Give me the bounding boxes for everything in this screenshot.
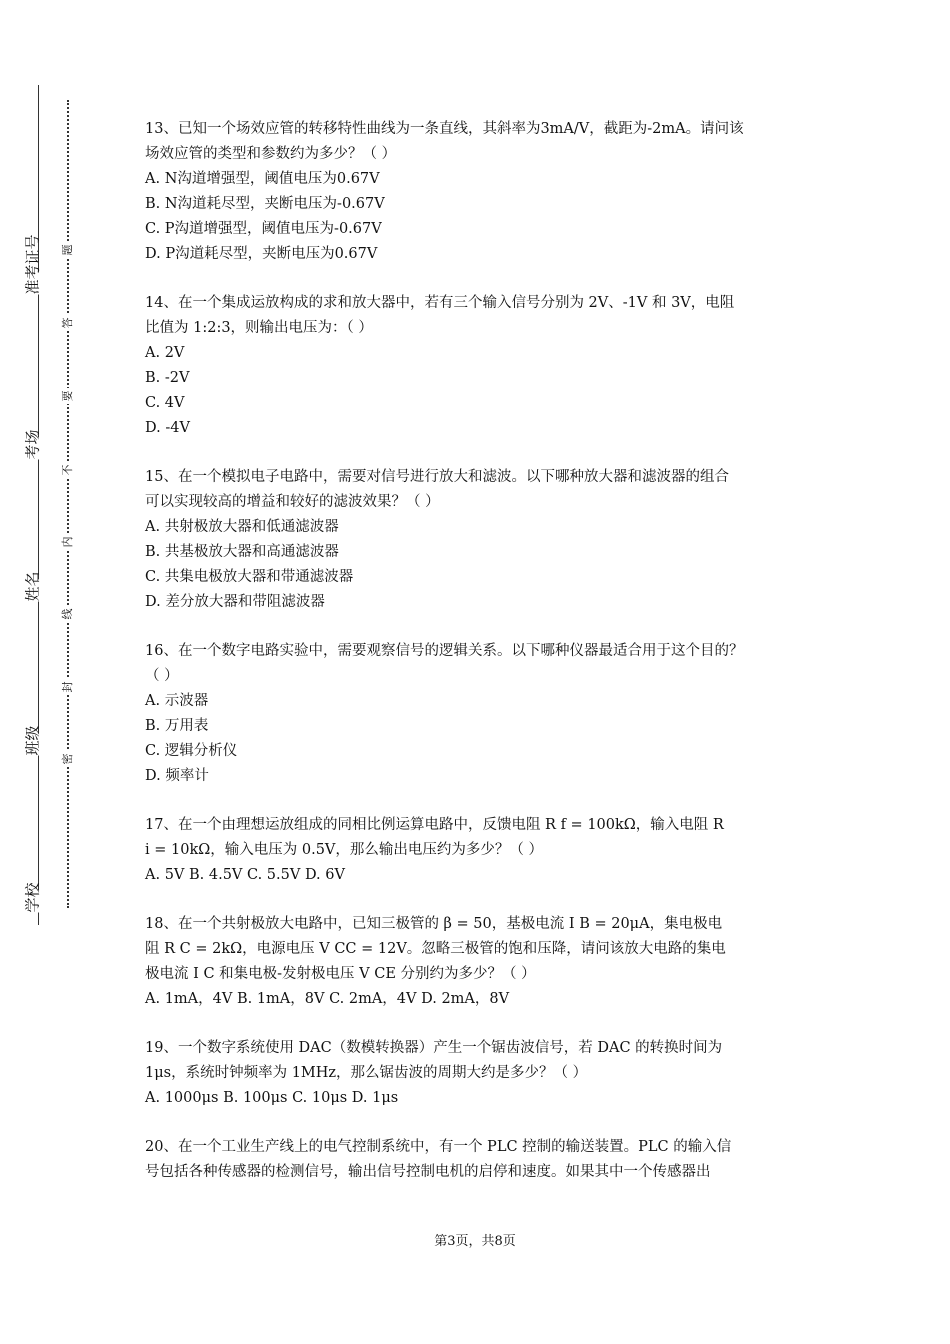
question-17 [145,813,825,888]
question-stem-line: 场效应管的类型和参数约为多少？（ ） [145,146,397,162]
question-stem-line: 15、在一个模拟电子电路中，需要对信号进行放大和滤波。以下哪种放大器和滤波器的组合 [145,469,729,485]
option-row: A. 1mA，4V B. 1mA，8V C. 2mA，4V D. 2mA，8V [145,991,510,1007]
question-stem-line: 极电流 I C 和集电极-发射极电压 V CE 分别约为多少？（ ） [145,966,536,982]
question-stem-line: 14、在一个集成运放构成的求和放大器中，若有三个输入信号分别为 2V、-1V 和 3V，电阻 [145,295,735,311]
page-number: 第3页，共8页 [434,1234,516,1249]
seal-char: 内 [61,534,75,550]
question-stem-line: 可以实现较高的增益和较好的滤波效果？（ ） [145,494,440,510]
question-stem-line: 16、在一个数字电路实验中，需要观察信号的逻辑关系。以下哪种仪器最适合用于这个目的？ [145,643,744,659]
seal-char: 密 [61,751,75,767]
option-a: A. 共射极放大器和低通滤波器 [145,519,339,535]
question-stem-line: 1μs，系统时钟频率为 1MHz，那么锯齿波的周期大约是多少？（ ） [145,1065,588,1081]
seal-char: 题 [61,242,75,258]
option-row: A. 1000μs B. 100μs C. 10μs D. 1μs [145,1090,399,1106]
option-c: C. 4V [145,395,185,411]
question-14 [145,291,825,441]
option-d: D. 差分放大器和带阻滤波器 [145,594,325,610]
binding-label-exam-id: 准考证号 [23,234,42,295]
seal-dotted-line [67,100,69,908]
option-b: B. 共基极放大器和高通滤波器 [145,544,339,560]
question-stem-line: 19、一个数字系统使用 DAC（数模转换器）产生一个锯齿波信号，若 DAC 的转换时间为 [145,1040,723,1056]
question-15 [145,465,825,615]
seal-char: 封 [61,679,75,695]
question-stem-line: 20、在一个工业生产线上的电气控制系统中，有一个 PLC 控制的输送装置。PLC 的输入信 [145,1139,732,1155]
binding-solid-line [38,85,39,925]
option-c: C. P沟道增强型，阈值电压为-0.67V [145,221,382,237]
seal-char: 不 [61,462,75,478]
question-stem-line: （ ） [145,668,179,684]
question-16 [145,639,825,789]
question-18 [145,912,825,1012]
question-stem-line: 18、在一个共射极放大电路中，已知三极管的 β = 50，基极电流 I B = 20μA，集电极电 [145,916,723,932]
question-stem-line: 13、已知一个场效应管的转移特性曲线为一条直线，其斜率为3mA/V，截距为-2mA。请问该 [145,121,744,137]
option-d: D. P沟道耗尽型，夹断电压为0.67V [145,246,378,262]
option-b: B. N沟道耗尽型，夹断电压为-0.67V [145,196,385,212]
option-a: A. 2V [145,345,185,361]
binding-label-name: 姓名 [23,571,42,602]
question-19 [145,1036,825,1111]
option-b: B. 万用表 [145,718,209,734]
question-stem-line: 阻 R C = 2kΩ，电源电压 V CC = 12V。忽略三极管的饱和压降，请问该放大电路的集电 [145,941,726,957]
option-c: C. 逻辑分析仪 [145,743,238,759]
binding-label-class: 班级 [23,725,42,756]
option-a: A. N沟道增强型，阈值电压为0.67V [145,171,380,187]
question-list [145,117,825,1185]
binding-label-exam-room: 考场 [23,429,42,460]
option-d: D. 频率计 [145,768,209,784]
binding-label-school: 学校 [23,882,42,913]
option-row: A. 5V B. 4.5V C. 5.5V D. 6V [145,867,345,883]
option-b: B. -2V [145,370,190,386]
question-stem-line: 号包括各种传感器的检测信号，输出信号控制电机的启停和速度。如果其中一个传感器出 [145,1164,711,1180]
question-stem-line: i = 10kΩ，输入电压为 0.5V，那么输出电压约为多少？（ ） [145,842,544,858]
question-stem-line: 17、在一个由理想运放组成的同相比例运算电路中，反馈电阻 R f = 100kΩ，输入电阻 R [145,817,724,833]
question-stem-line: 比值为 1:2:3，则输出电压为：（ ） [145,320,373,336]
seal-char: 答 [61,315,75,331]
option-a: A. 示波器 [145,693,209,709]
seal-char: 线 [61,606,75,622]
seal-char: 要 [61,388,75,404]
option-d: D. -4V [145,420,190,436]
question-20 [145,1135,825,1185]
option-c: C. 共集电极放大器和带通滤波器 [145,569,354,585]
question-13 [145,117,825,267]
